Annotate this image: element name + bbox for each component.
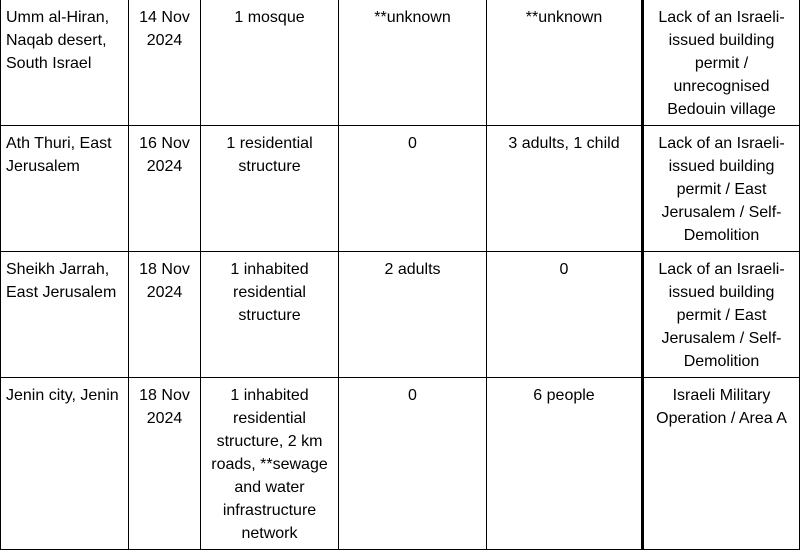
displaced-cell: 0 <box>339 378 487 550</box>
displaced-cell: 2 adults <box>339 252 487 378</box>
location-cell: Jenin city, Jenin <box>1 378 129 550</box>
structures-cell: 1 mosque <box>201 0 339 126</box>
affected-cell: 3 adults, 1 child <box>487 126 643 252</box>
reason-cell: Israeli Military Operation / Area A <box>643 378 800 550</box>
table-row <box>1 378 800 550</box>
affected-cell: **unknown <box>487 0 643 126</box>
location-cell: Ath Thuri, East Jerusalem <box>1 126 129 252</box>
location-cell: Umm al-Hiran, Naqab desert, South Israel <box>1 0 129 126</box>
structures-cell: 1 inhabited residential structure, 2 km roads, **sewage and water infrastructure network <box>201 378 339 550</box>
displaced-cell: 0 <box>339 126 487 252</box>
table-row <box>1 126 800 252</box>
reason-cell: Lack of an Israeli-issued building permit / East Jerusalem / Self-Demolition <box>643 126 800 252</box>
location-cell: Sheikh Jarrah, East Jerusalem <box>1 252 129 378</box>
structures-cell: 1 residential structure <box>201 126 339 252</box>
date-cell: 14 Nov 2024 <box>129 0 201 126</box>
date-cell: 16 Nov 2024 <box>129 126 201 252</box>
displaced-cell: **unknown <box>339 0 487 126</box>
table-row <box>1 0 800 126</box>
date-cell: 18 Nov 2024 <box>129 252 201 378</box>
affected-cell: 6 people <box>487 378 643 550</box>
affected-cell: 0 <box>487 252 643 378</box>
reason-cell: Lack of an Israeli-issued building permit / unrecognised Bedouin village <box>643 0 800 126</box>
table-row <box>1 252 800 378</box>
reason-cell: Lack of an Israeli-issued building permit / East Jerusalem / Self-Demolition <box>643 252 800 378</box>
structures-cell: 1 inhabited residential structure <box>201 252 339 378</box>
date-cell: 18 Nov 2024 <box>129 378 201 550</box>
